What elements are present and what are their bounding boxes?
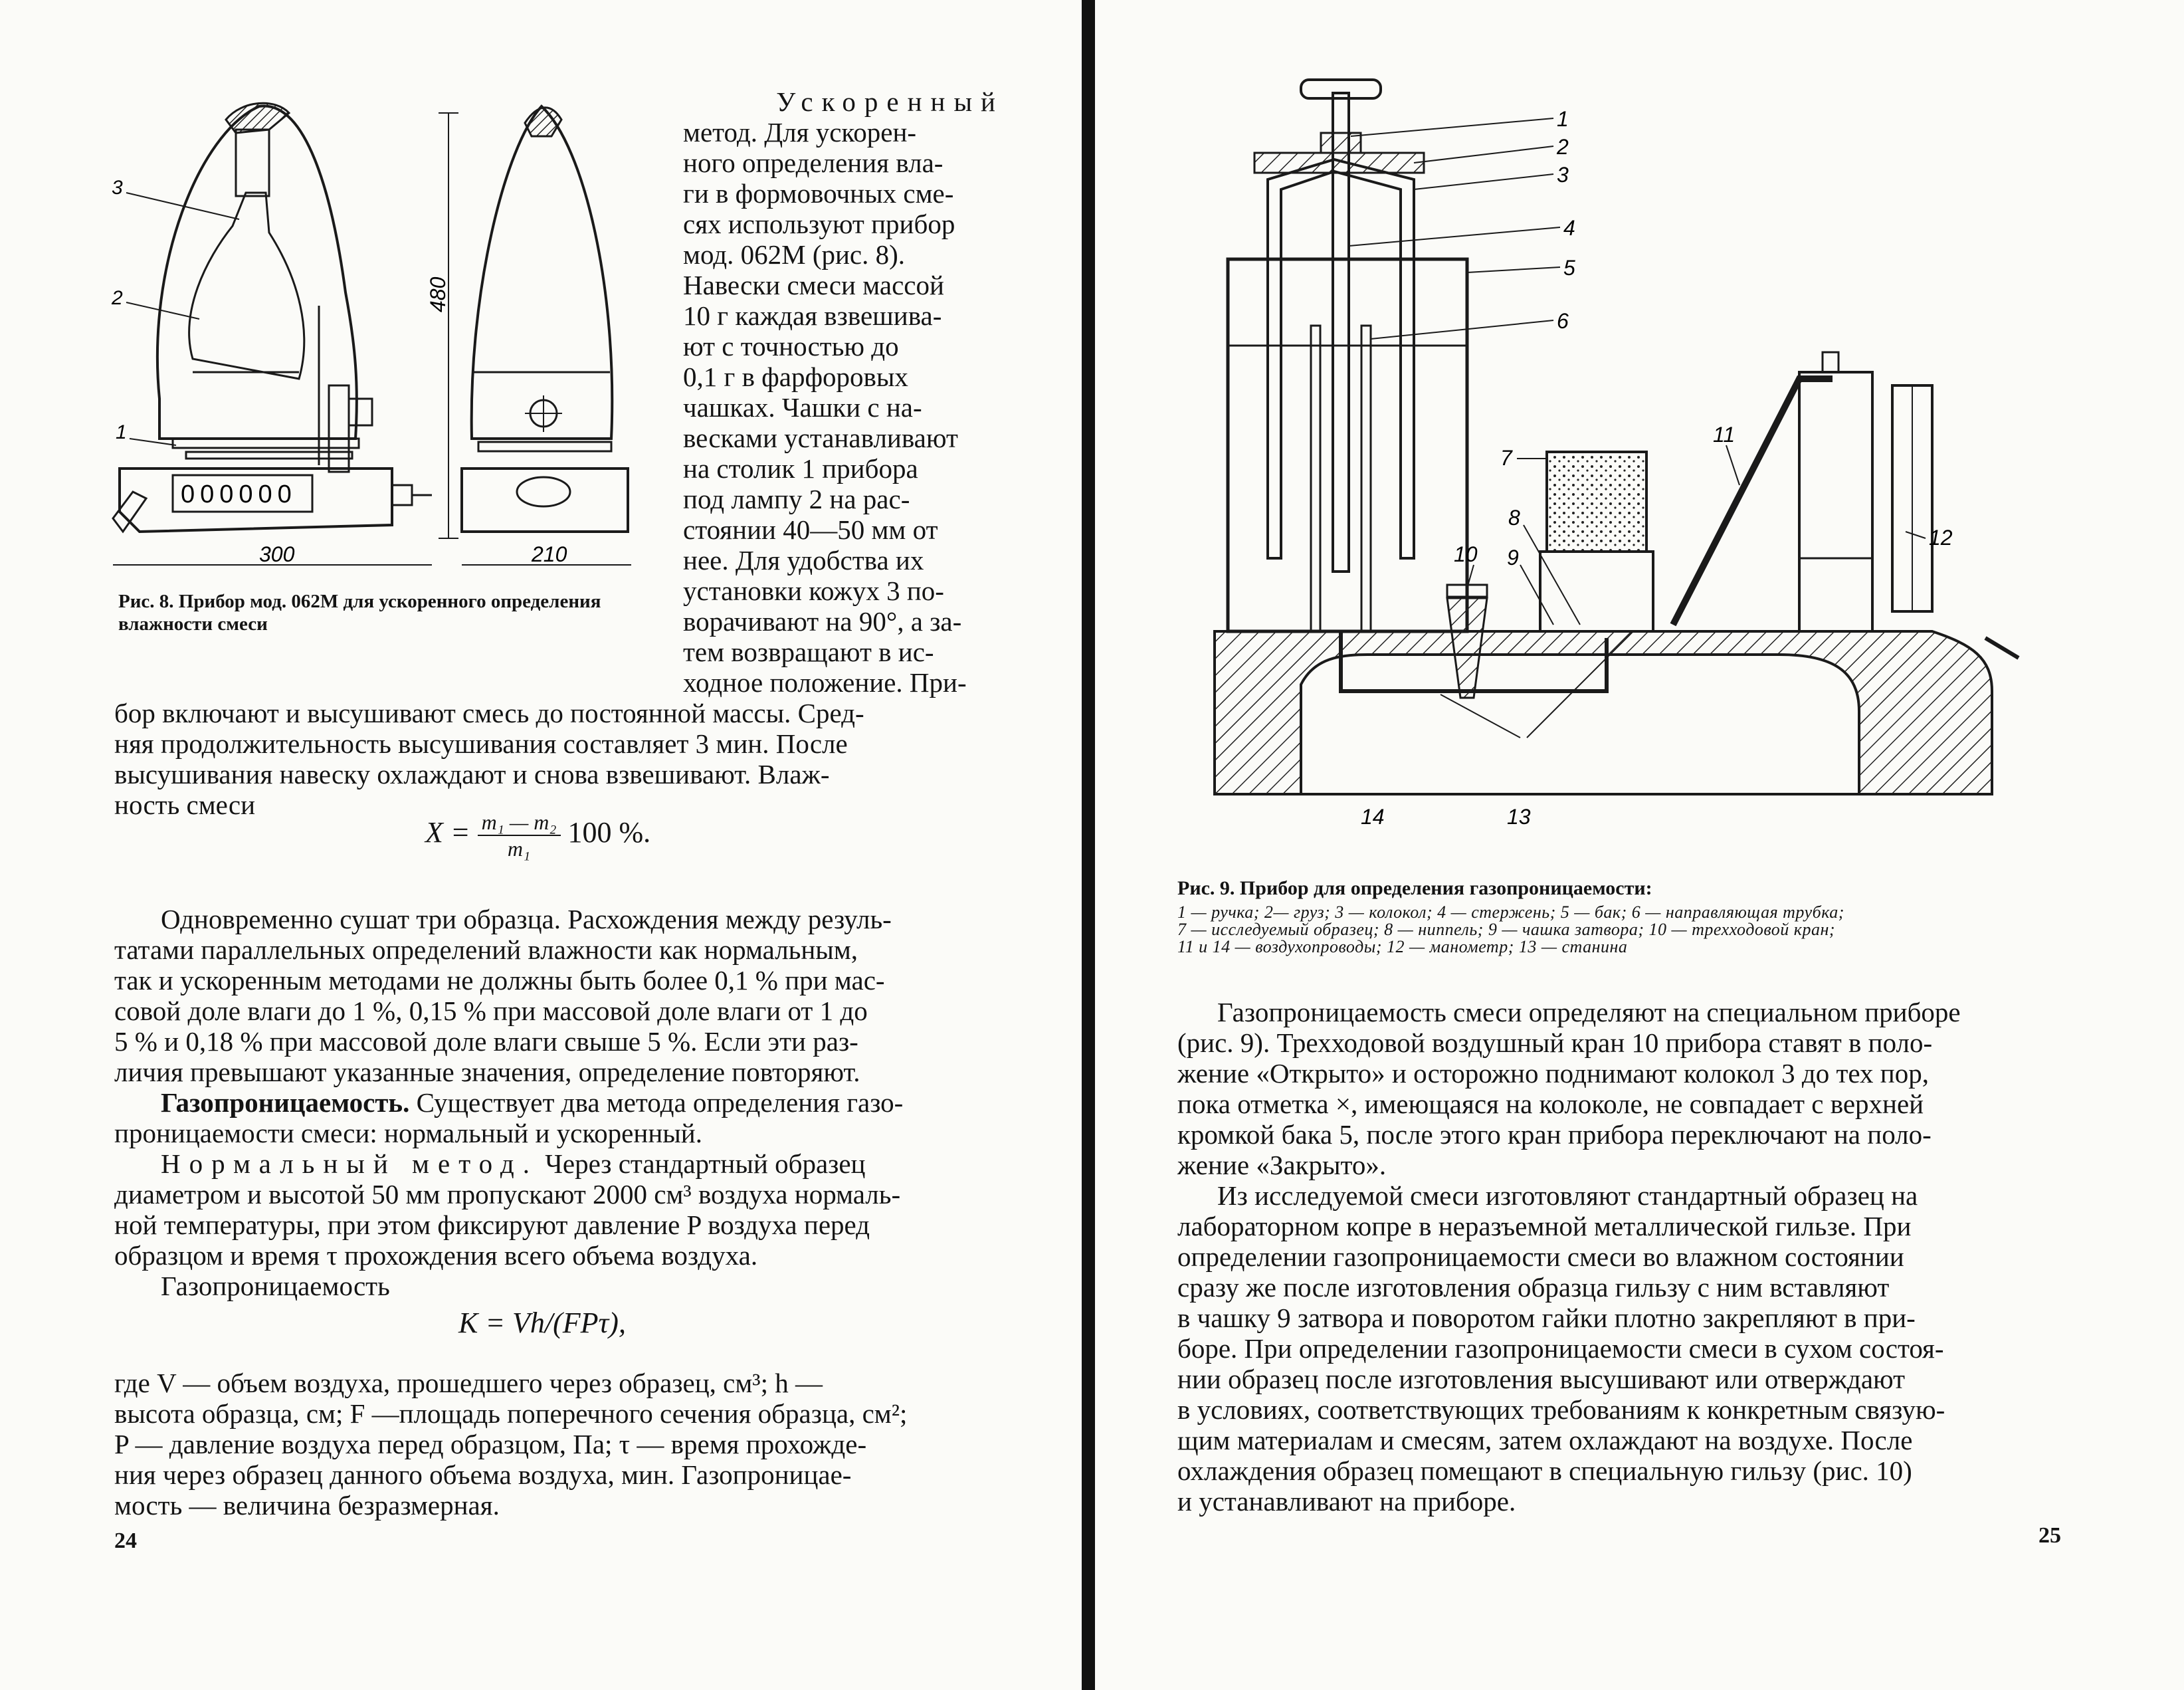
r-para2-line-8: в условиях, соответствующих требованиям к конкретным связую- xyxy=(1177,1394,1945,1425)
para2-line-5: 5 % и 0,18 % при массовой доле влаги свыше 5 %. Если эти раз- xyxy=(114,1026,858,1057)
figure-8-drawing xyxy=(100,93,684,585)
fig8-callout-2: 2 xyxy=(112,287,123,309)
para4-line-4: образцом и время τ прохождения всего объема воздуха. xyxy=(114,1240,758,1271)
page-number-left: 24 xyxy=(114,1529,137,1553)
fig9-callout-7: 7 xyxy=(1500,446,1512,470)
r-para2-line-3: определении газопроницаемости смеси во влажном состоянии xyxy=(1177,1241,1904,1272)
r-para2-line-11: и устанавливают на приборе. xyxy=(1177,1486,1516,1517)
r-para1-line-1: Газопроницаемость смеси определяют на специальном приборе xyxy=(1217,997,1961,1027)
narrow-line-7: 10 г каждая взвешива- xyxy=(683,300,942,331)
right-page xyxy=(1095,0,2184,1690)
normal-method-heading: Нормальный метод. xyxy=(161,1148,538,1179)
fig8-callout-1: 1 xyxy=(116,421,127,443)
figure-9-legend xyxy=(1177,904,2072,956)
fig9-callout-11: 11 xyxy=(1713,423,1736,447)
narrow-line-8: ют с точностью до xyxy=(683,331,899,362)
narrow-line-18: тем возвращают в ис- xyxy=(683,637,934,667)
para3-line-1 xyxy=(114,1087,1004,1118)
para5-line-1: Газопроницаемость xyxy=(161,1271,390,1301)
fig9-callout-4: 4 xyxy=(1563,216,1575,240)
r-para2-line-1: Из исследуемой смеси изготовляют стандартный образец на xyxy=(1217,1180,1918,1211)
narrow-line-1: метод. Для ускорен- xyxy=(683,117,917,148)
narrow-line-17: ворачивают на 90°, а за- xyxy=(683,606,962,637)
fig9-callout-13: 13 xyxy=(1507,805,1531,829)
r-para2-line-9: щим материалам и смесям, затем охлаждают на воздухе. После xyxy=(1177,1425,1913,1455)
narrow-line-11: весками устанавливают xyxy=(683,423,958,453)
narrow-line-19: ходное положение. При- xyxy=(683,667,967,698)
para2-line-4: совой доле влаги до 1 %, 0,15 % при массовой доле влаги от 1 до xyxy=(114,996,868,1026)
para4-line-3: ной температуры, при этом фиксируют давление P воздуха перед xyxy=(114,1210,870,1240)
fig8-bell-top-cap xyxy=(226,103,289,133)
r-para1-line-5: кромкой бака 5, после этого кран прибора переключают на поло- xyxy=(1177,1119,1932,1150)
para3-line-2: проницаемости смеси: нормальный и ускоренный. xyxy=(114,1118,703,1148)
narrow-line-14: стоянии 40—50 мм от xyxy=(683,514,938,545)
fig9-callout-10: 10 xyxy=(1454,542,1478,566)
narrow-line-4: сях используют прибор xyxy=(683,209,955,239)
fig9-callout-2: 2 xyxy=(1557,135,1569,159)
gas-permeability-formula: K = Vh/(FPτ), xyxy=(458,1307,626,1339)
narrow-line-3: ги в формовочных сме- xyxy=(683,178,954,209)
para1-line-2: няя продолжительность высушивания составляет 3 мин. После xyxy=(114,728,848,759)
r-para2-line-4: сразу же после изготовления образца гильзу с ним вставляют xyxy=(1177,1272,1890,1303)
r-para1-line-4: пока отметка ×, имеющаяся на колоколе, не совпадает с верхней xyxy=(1177,1089,1924,1119)
para2-line-1: Одновременно сушат три образца. Расхождения между резуль- xyxy=(161,904,892,934)
moisture-formula-lhs: X = xyxy=(425,816,470,849)
r-para1-line-2: (рис. 9). Трехходовой воздушный кран 10 прибора ставят в поло- xyxy=(1177,1027,1933,1058)
para6-line-5: мость — величина безразмерная. xyxy=(114,1490,500,1521)
moisture-formula xyxy=(425,809,650,861)
figure-9-legend-line-3: 11 и 14 — воздухопроводы; 12 — манометр; 13 — станина xyxy=(1177,937,1628,956)
para2-line-6: личия превышают указанные значения, определение повторяют. xyxy=(114,1057,860,1087)
fig9-air-duct-11 xyxy=(1673,379,1833,625)
para4-line-2: диаметром и высотой 50 мм пропускают 2000 см³ воздуха нормаль- xyxy=(114,1179,901,1210)
r-para1-line-6: жение «Закрыто». xyxy=(1177,1150,1387,1180)
moisture-formula-rhs: 100 %. xyxy=(567,816,651,849)
fig9-sample xyxy=(1547,452,1646,552)
narrow-line-2: ного определения вла- xyxy=(683,148,943,178)
fig9-manometer-vessel xyxy=(1799,372,1872,631)
para1-line-4: ность смеси xyxy=(114,790,256,820)
fig9-weight xyxy=(1254,153,1424,173)
para2-line-3: так и ускоренным методами не должны быть более 0,1 % при мас- xyxy=(114,965,885,996)
fig8-front-bell xyxy=(472,106,613,439)
fig9-callout-9: 9 xyxy=(1507,546,1519,570)
r-para1-line-3: жение «Открыто» и осторожно поднимают колокол 3 до тех пор, xyxy=(1177,1058,1929,1089)
fig8-dim-width-right: 210 xyxy=(532,542,567,566)
narrow-line-6: Навески смеси массой xyxy=(683,270,944,300)
fig9-callout-1: 1 xyxy=(1557,107,1569,131)
fig9-callout-14: 14 xyxy=(1361,805,1385,829)
fig8-display-digits: 000000 xyxy=(181,480,297,508)
para6-line-4: ния через образец данного объема воздуха, мин. Газопроницае- xyxy=(114,1459,852,1490)
narrow-line-5: мод. 062М (рис. 8). xyxy=(683,239,906,270)
fig9-callout-5: 5 xyxy=(1563,256,1575,280)
gas-permeability-heading: Газопроницаемость. xyxy=(161,1087,410,1118)
para6-line-2: высота образца, см; F —площадь поперечного сечения образца, см²; xyxy=(114,1398,908,1429)
fig8-callout-3: 3 xyxy=(112,177,123,199)
para6-line-3: P — давление воздуха перед образцом, Па; τ — время прохожде- xyxy=(114,1429,867,1459)
narrow-line-12: на столик 1 прибора xyxy=(683,453,918,484)
r-para2-line-10: охлаждения образец помещают в специальную гильзу (рис. 10) xyxy=(1177,1455,1912,1486)
fig8-dim-width-left: 300 xyxy=(259,542,295,566)
moisture-formula-denominator: m₁ xyxy=(507,837,531,861)
fig9-bell xyxy=(1268,159,1414,558)
para2-line-2: татами параллельных определений влажности как нормальным, xyxy=(114,934,858,965)
figure-9-legend-line-2: 7 — исследуемый образец; 8 — ниппель; 9 — чашка затвора; 10 — трехходовой кран; xyxy=(1177,920,1836,939)
para1-line-3: высушивания навеску охлаждают и снова взвешивают. Влаж- xyxy=(114,759,830,790)
fig9-callout-6: 6 xyxy=(1557,309,1569,333)
para3-line-1-text: Существует два метода определения газо- xyxy=(409,1087,904,1118)
para4-line-1-text: Через стандартный образец xyxy=(538,1148,866,1179)
figure-8-caption: Рис. 8. Прибор мод. 062М для ускоренного определения влажности смеси xyxy=(118,591,601,635)
fig8-dim-height: 480 xyxy=(426,276,450,312)
moisture-formula-fraction xyxy=(478,809,561,861)
fig9-callout-3: 3 xyxy=(1557,163,1569,187)
figure-9-caption-title: Рис. 9. Прибор для определения газопроницаемости: xyxy=(1177,877,1652,899)
r-para2-line-7: нии образец после изготовления высушивают или отверждают xyxy=(1177,1364,1906,1394)
fig9-callout-12: 12 xyxy=(1929,526,1953,550)
book-gutter xyxy=(1082,0,1095,1690)
narrow-line-9: 0,1 г в фарфоровых xyxy=(683,362,908,392)
fig9-callout-8: 8 xyxy=(1508,506,1520,530)
fig9-handle xyxy=(1301,80,1381,98)
accelerated-method-heading: Ускоренный xyxy=(776,86,1004,117)
moisture-formula-numerator: m₁ — m₂ xyxy=(478,809,561,836)
para1-line-1: бор включают и высушивают смесь до постоянной массы. Сред- xyxy=(114,698,864,728)
narrow-line-10: чашках. Чашки с на- xyxy=(683,392,922,423)
para6-line-1: где V — объем воздуха, прошедшего через образец, см³; h — xyxy=(114,1368,823,1398)
figure-9-drawing xyxy=(1208,73,2072,844)
left-page xyxy=(0,0,1082,1690)
fig8-lamp-bulb xyxy=(189,193,304,379)
page-number-right: 25 xyxy=(2038,1523,2061,1548)
narrow-line-15: нее. Для удобства их xyxy=(683,545,924,576)
figure-9-legend-line-1: 1 — ручка; 2— груз; 3 — колокол; 4 — стержень; 5 — бак; 6 — направляющая трубка; xyxy=(1177,902,1844,922)
narrow-line-13: под лампу 2 на рас- xyxy=(683,484,910,514)
narrow-line-16: установки кожух 3 по- xyxy=(683,576,944,606)
para4-line-1 xyxy=(114,1148,1004,1179)
fig8-bell-housing xyxy=(157,106,357,439)
r-para2-line-2: лабораторном копре в неразъемной металлической гильзе. При xyxy=(1177,1211,1912,1241)
r-para2-line-6: боре. При определении газопроницаемости смеси в сухом состоя- xyxy=(1177,1333,1944,1364)
r-para2-line-5: в чашку 9 затвора и поворотом гайки плотно закрепляют в при- xyxy=(1177,1303,1916,1333)
